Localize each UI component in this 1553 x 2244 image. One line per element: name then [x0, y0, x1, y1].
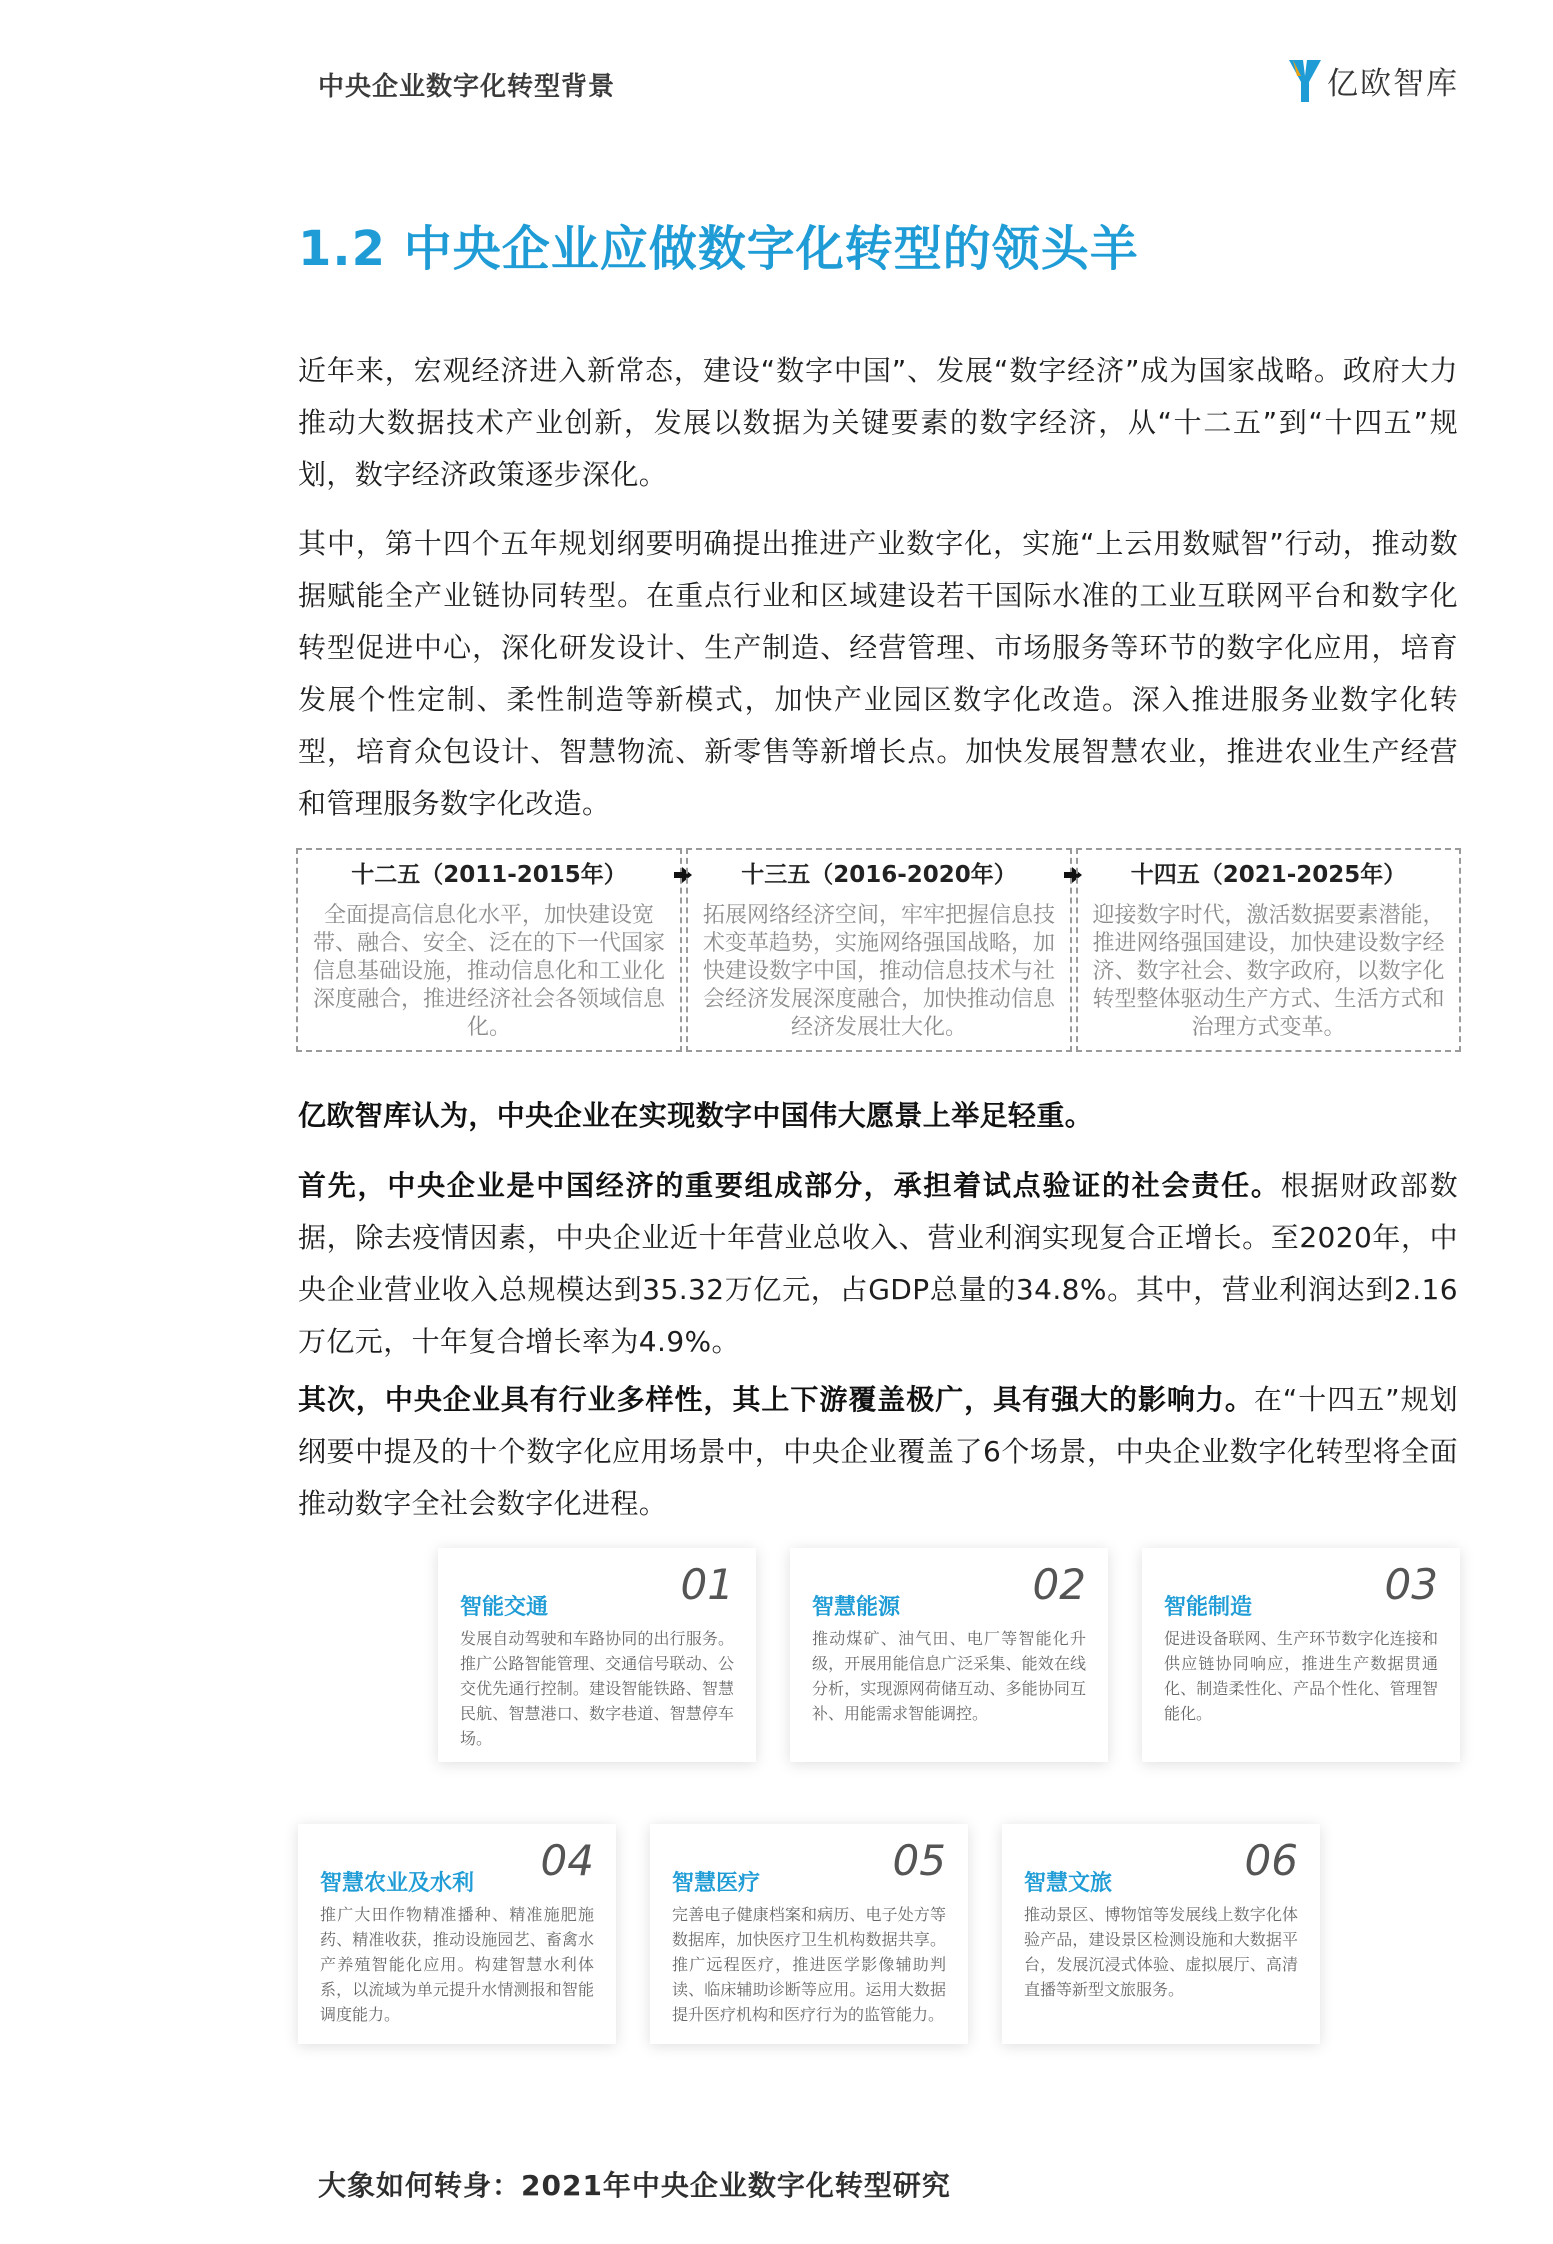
- opinion-paragraph: [298, 1090, 1458, 1142]
- card-number: 04: [540, 1836, 594, 1885]
- brand-name: 亿欧智库: [1327, 65, 1459, 102]
- yiou-logo-icon: [1287, 56, 1323, 104]
- card-title: 智慧农业及水利: [320, 1871, 475, 1896]
- scenario-card-smart-manufacturing: [1142, 1548, 1460, 1762]
- card-number: 05: [892, 1836, 946, 1885]
- card-title: 智能制造: [1164, 1595, 1253, 1620]
- second-point-paragraph: [298, 1374, 1458, 1530]
- first-point-paragraph: [298, 1160, 1458, 1368]
- card-number: 03: [1384, 1560, 1438, 1609]
- opinion-bold-text: 亿欧智库认为，中央企业在实现数字中国伟大愿景上举足轻重。: [298, 1099, 1094, 1132]
- running-header-title: 中央企业数字化转型背景: [318, 72, 616, 102]
- card-number: 01: [680, 1560, 734, 1609]
- timeline-box-12th: [296, 848, 682, 1052]
- scenario-card-smart-agriculture: [298, 1824, 616, 2044]
- timeline-body: 全面提高信息化水平，加快建设宽带、融合、安全、泛在的下一代国家信息基础设施，推动信息化和工业化深度融合，推进经济社会各领域信息化。: [312, 903, 665, 1040]
- brand-logo: [1287, 56, 1459, 104]
- timeline-heading: 十三五（2016-2020年）: [741, 862, 1017, 888]
- card-number: 02: [1032, 1560, 1086, 1609]
- timeline-heading: 十二五（2011-2015年）: [351, 862, 627, 888]
- timeline-heading: 十四五（2021-2025年）: [1130, 862, 1407, 888]
- first-point-bold-text: 首先，中央企业是中国经济的重要组成部分，承担着试点验证的社会责任。: [298, 1169, 1281, 1202]
- scenario-card-smart-healthcare: [650, 1824, 968, 2044]
- card-title: 智慧文旅: [1024, 1871, 1113, 1896]
- card-body: 推动煤矿、油气田、电厂等智能化升级，开展用能信息广泛采集、能效在线分析，实现源网荷储互动、多能协同互补、用能需求智能调控。: [812, 1629, 1086, 1723]
- running-footer-title: 大象如何转身：2021年中央企业数字化转型研究: [318, 2169, 951, 2202]
- card-title: 智慧能源: [812, 1595, 901, 1620]
- section-title: 1.2 中央企业应做数字化转型的领头羊: [298, 221, 1139, 277]
- timeline-body: 迎接数字时代，激活数据要素潜能，推进网络强国建设，加快建设数字经济、数字社会、数字政府，以数字化转型整体驱动生产方式、生活方式和治理方式变革。: [1092, 903, 1445, 1040]
- timeline-box-14th: [1076, 848, 1461, 1052]
- timeline-box-13th: [686, 848, 1072, 1052]
- scenario-card-smart-energy: [790, 1548, 1108, 1762]
- card-title: 智慧医疗: [672, 1871, 761, 1896]
- plan-paragraph: 其中，第十四个五年规划纲要明确提出推进产业数字化，实施“上云用数赋智”行动，推动数据赋能全产业链协同转型。在重点行业和区域建设若干国际水准的工业互联网平台和数字化转型促进中心，深化研发设计、生产制造、经营管理、市场服务等环节的数字化应用，培育发展个性定制、柔性制造等新模式，加快产业园区数字化改造。深入推进服务业数字化转型，培育众包设计、智慧物流、新零售等新增长点。加快发展智慧农业，推进农业生产经营和管理服务数字化改造。: [298, 527, 1458, 820]
- timeline-body: 拓展网络经济空间，牢牢把握信息技术变革趋势，实施网络强国战略，加快建设数字中国，推动信息技术与社会经济发展深度融合，加快推动信息经济发展壮大化。: [702, 903, 1055, 1040]
- second-point-text: 在“十四五”规划纲要中提及的十个数字化应用场景中，中央企业覆盖了6个场景，中央企业数字化转型将全面推动数字全社会数字化进程。: [298, 1383, 1458, 1520]
- card-body: 完善电子健康档案和病历、电子处方等数据库，加快医疗卫生机构数据共享。推广远程医疗，推进医学影像辅助判读、临床辅助诊断等应用。运用大数据提升医疗机构和医疗行为的监管能力。: [672, 1905, 946, 2024]
- card-body: 推广大田作物精准播种、精准施肥施药、精准收获，推动设施园艺、畜禽水产养殖智能化应用。构建智慧水利体系，以流域为单元提升水情测报和智能调度能力。: [320, 1905, 594, 2024]
- scenario-card-smart-culture-tourism: [1002, 1824, 1320, 2044]
- card-body: 促进设备联网、生产环节数字化连接和供应链协同响应，推进生产数据贯通化、制造柔性化、产品个性化、管理智能化。: [1164, 1629, 1438, 1723]
- card-body: 发展自动驾驶和车路协同的出行服务。推广公路智能管理、交通信号联动、公交优先通行控制。建设智能铁路、智慧民航、智慧港口、数字巷道、智慧停车场。: [460, 1629, 734, 1748]
- card-body: 推动景区、博物馆等发展线上数字化体验产品，建设景区检测设施和大数据平台，发展沉浸式体验、虚拟展厅、高清直播等新型文旅服务。: [1024, 1905, 1298, 1999]
- card-number: 06: [1244, 1836, 1298, 1885]
- intro-paragraph: 近年来，宏观经济进入新常态，建设“数字中国”、发展“数字经济”成为国家战略。政府大力推动大数据技术产业创新，发展以数据为关键要素的数字经济，从“十二五”到“十四五”规划，数字经济政策逐步深化。: [298, 354, 1458, 491]
- first-point-text: 根据财政部数据，除去疫情因素，中央企业近十年营业总收入、营业利润实现复合正增长。至2020年，中央企业营业收入总规模达到35.32万亿元，占GDP总量的34.8%。其中，营业利润达到2.16万亿元，十年复合增长率为4.9%。: [298, 1169, 1458, 1358]
- five-year-plan-timeline: [296, 848, 1461, 1052]
- card-title: 智能交通: [460, 1595, 549, 1620]
- second-point-bold-text: 其次，中央企业具有行业多样性，其上下游覆盖极广，具有强大的影响力。: [298, 1383, 1254, 1416]
- scenario-card-smart-transport: [438, 1548, 756, 1762]
